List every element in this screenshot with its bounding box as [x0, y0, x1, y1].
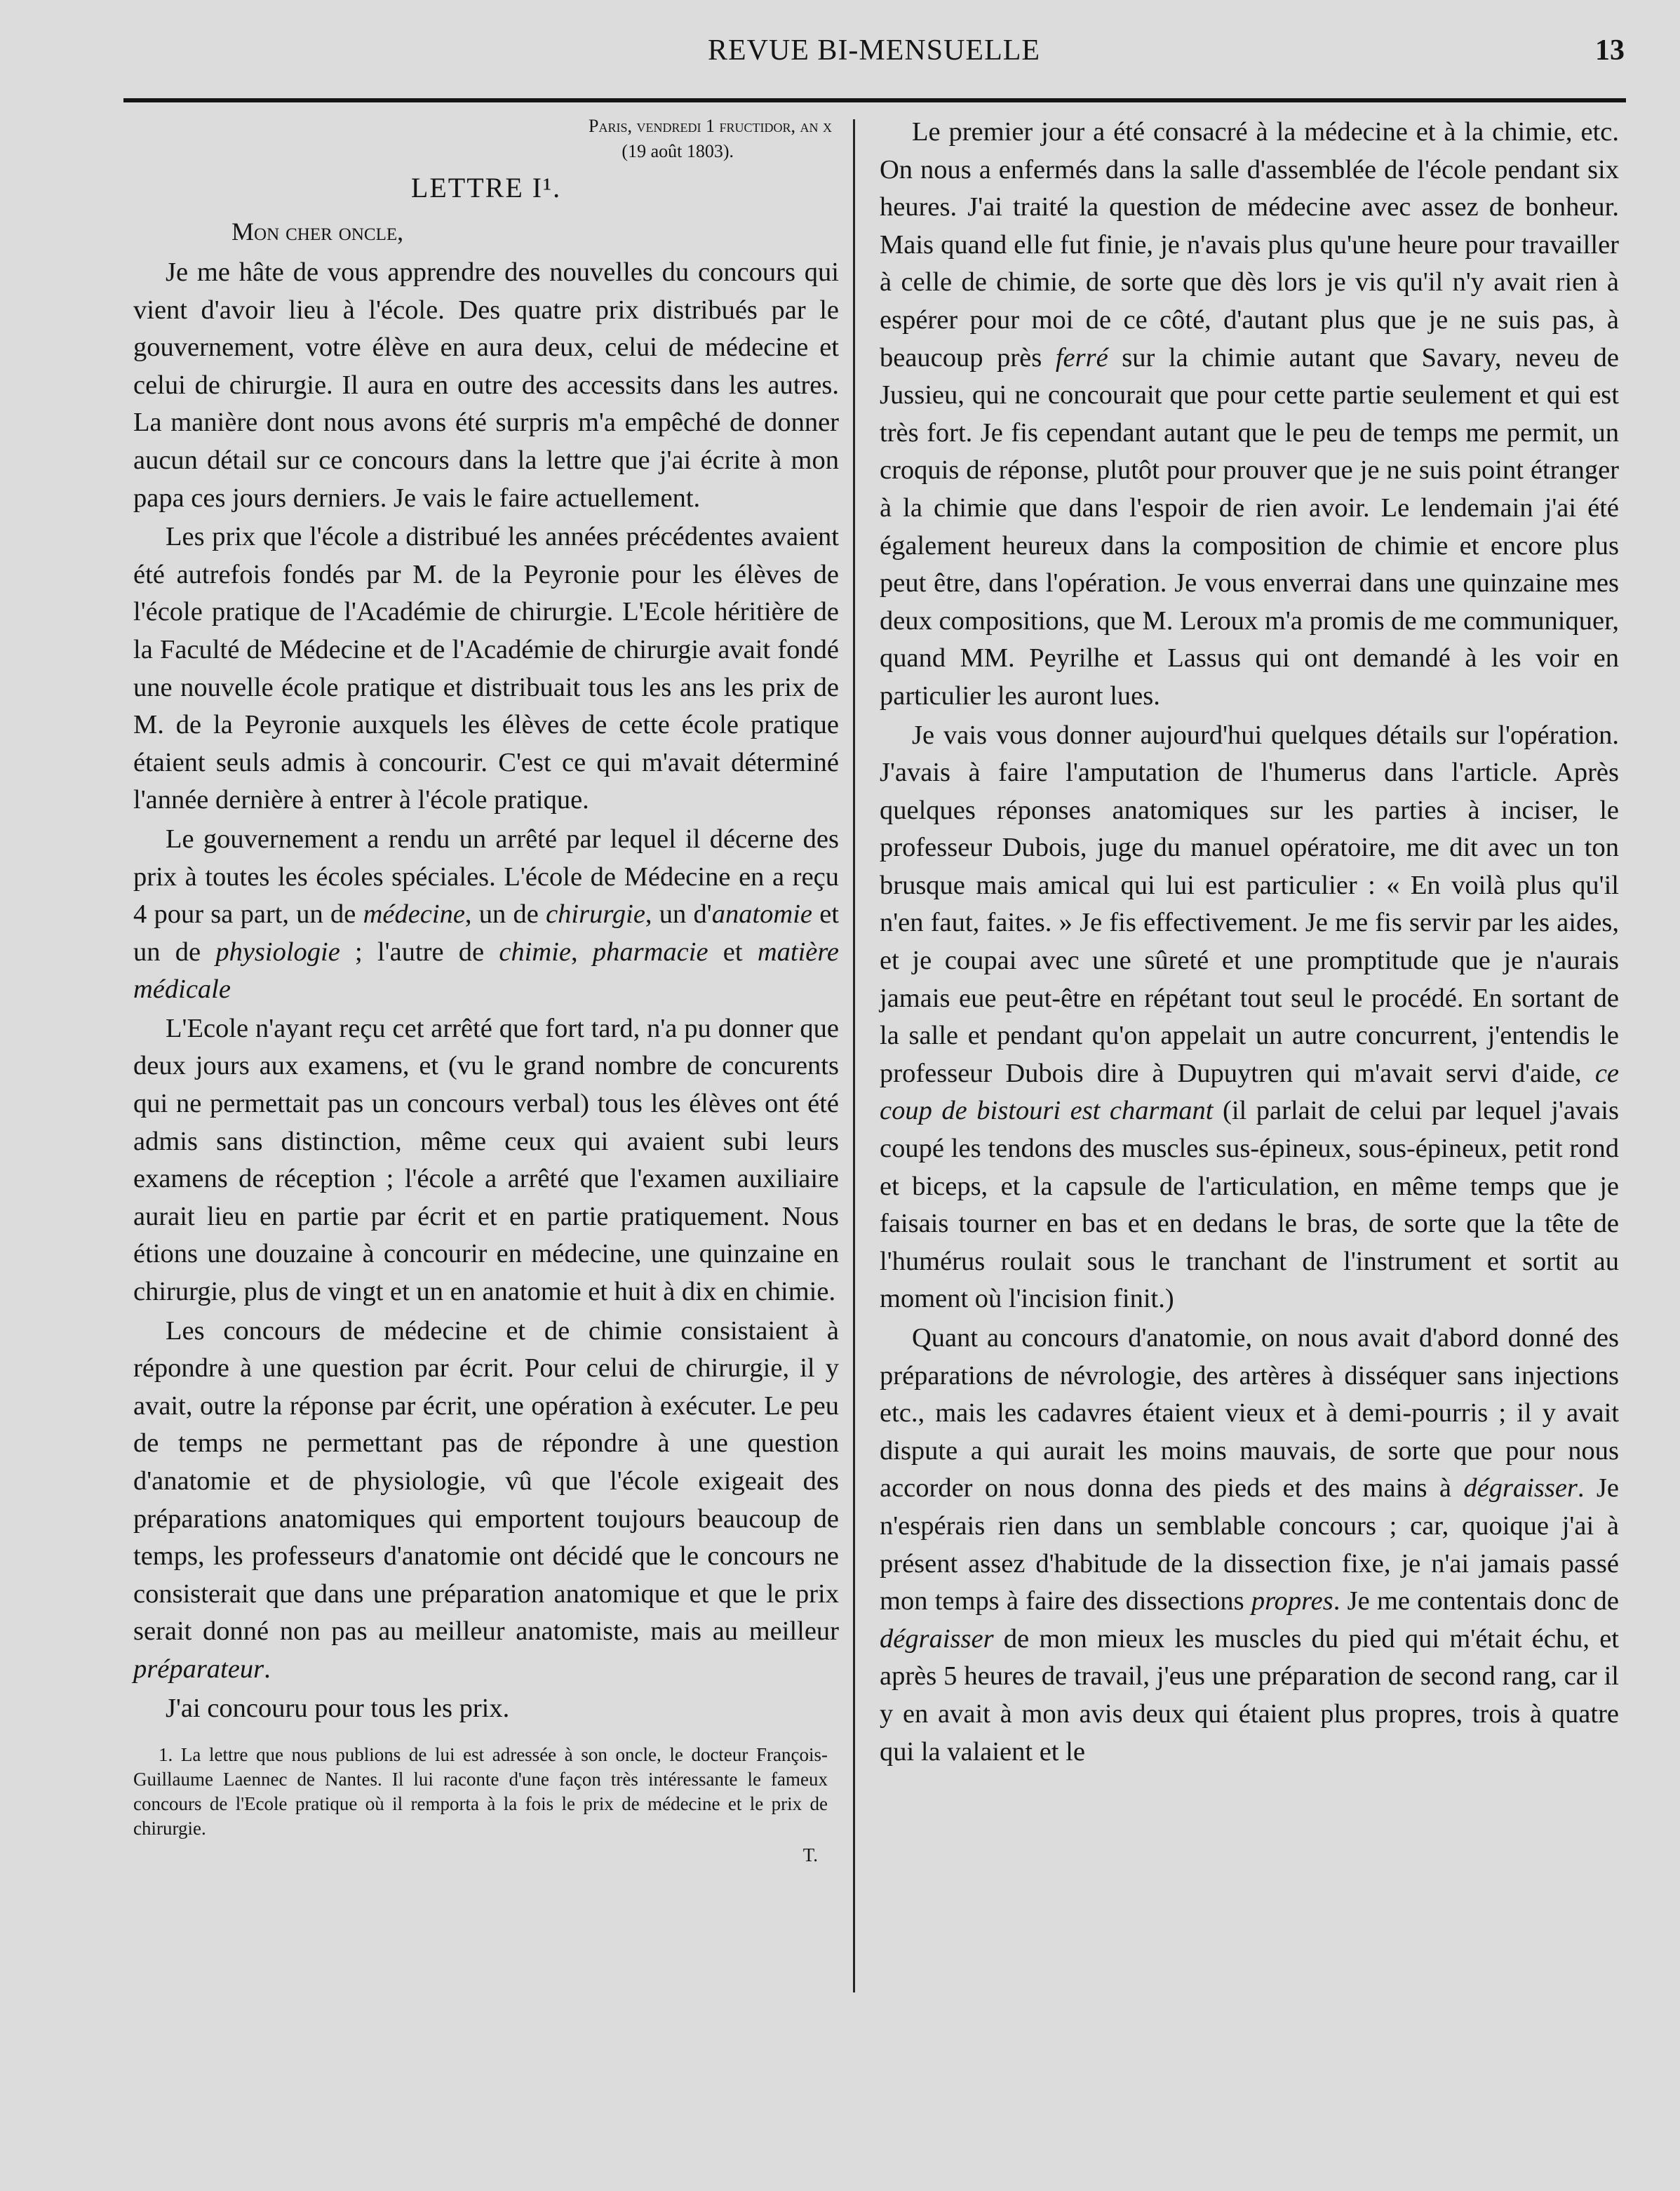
italic-text: anatomie [711, 899, 812, 930]
italic-text: ce coup de bistouri est charmant [880, 1058, 1619, 1126]
paragraph: L'Ecole n'ayant reçu cet arrêté que fort tard, n'a pu donner que deux jours aux examens, et (vu le grand nombre de concurents qui ne permettait pas un concours verbal) tous les élèves ont été admis sans distinction, même ceux qui avaient subi leurs examens de réception ; l'école a arrêté que l'examen auxiliaire aurait lieu en partie par écrit et en partie pratiquement. Nous étions une douzaine à concourir en médecine, une quinzaine en chirurgie, plus de vingt et un en anatomie et huit à dix en chimie. [133, 1013, 839, 1307]
italic-text: ferré [1055, 342, 1108, 373]
italic-text: préparateur [133, 1654, 264, 1684]
text-run: Le gouvernement a rendu un arrêté par lequel il décerne des prix à toutes les écoles spéciales. L'école de Médecine en a reçu 4 pour sa part, un de [133, 824, 839, 930]
text-run: et un de [133, 899, 839, 967]
italic-text: médecine [363, 899, 465, 930]
text-run: (il parlait de celui par lequel j'avais coupé les tendons des muscles sus-épineux, sous-épineux, petit rond et biceps, et la capsule de l'articulation, en même temps que je faisais tourner en bas et en dedans le bras, de sorte que la tête de l'humérus roulait sous le tranchant de l'instrument et sortit au moment où l'incision finit.) [880, 1096, 1619, 1314]
right-column [880, 114, 1619, 1771]
paragraph: J'ai concouru pour tous les prix. [166, 1693, 510, 1723]
italic-text: matière médicale [133, 937, 839, 1005]
page-header [123, 31, 1625, 74]
salutation: Mon cher oncle, [231, 217, 404, 246]
paragraph [133, 1313, 839, 1689]
italic-text: pharmacie [592, 937, 708, 967]
dateline [133, 114, 839, 164]
text-run: , un de [464, 899, 546, 930]
paragraph: Je me hâte de vous apprendre des nouvelles du concours qui vient d'avoir lieu à l'école. Des quatre prix distribués par le gouvernement, votre élève en aura deux, celui de médecine et celui de chirurgie. Il aura en outre des accessits dans les autres. La manière dont nous avons été surpris m'a empêché de donner aucun détail sur ce concours dans la lettre que j'ai écrite à mon papa ces jours derniers. Je vais le faire actuellement. [133, 257, 839, 513]
page-number: 13 [1595, 34, 1625, 67]
text-run: . Je n'espérais rien dans un semblable concours ; car, quoique j'ai à présent assez d'habitude de la dissection fixe, je n'ai jamais passé mon temps à faire des dissections [880, 1473, 1619, 1616]
dateline-gregorian-date: (19 août 1803). [621, 141, 734, 161]
text-run: Je vais vous donner aujourd'hui quelques détails sur l'opération. J'avais à faire l'amputation de l'humerus dans l'article. Après quelques réponses anatomiques sur les parties à inciser, le professeur Dubois, juge du manuel opératoire, me dit avec un ton brusque mais amical qui lui est particulier : « En voilà plus qu'il n'en faut, faites. » Je fis effectivement. Je me fis servir par les aides, et je coupai avec une sûreté et une promptitude que je n'aurais jamais eue peut-être en répétant tout seul le procédé. En sortant de la salle et pendant qu'on appelait un autre concurrent, j'entendis le professeur Dubois dire à Dupuytren qui m'avait servi d'aide, [880, 720, 1619, 1088]
italic-text: chimie [499, 937, 571, 967]
text-run: sur la chimie autant que Savary, neveu de Jussieu, qui ne concourait que pour cette partie seulement et qui est très fort. Je fis cependant autant que le peu de temps me permit, un croquis de réponse, plutôt pour prouver que je ne suis point étranger à la chimie que dans l'espoir de rien avoir. Le lendemain j'ai été également heureux dans la composition de chimie et encore plus peut être, dans l'opération. Je vous enverrai dans une quinzaine mes deux compositions, que M. Leroux m'a promis de me communiquer, quand MM. Peyrilhe et Lassus qui ont demandé à les voir en particulier les auront lues. [880, 342, 1619, 711]
text-run: , [571, 937, 593, 967]
footnote: 1. La lettre que nous publions de lui est adressée à son oncle, le docteur François-Guillaume Laennec de Nantes. Il lui raconte d'une façon très intéressante le fameux concours de l'Ecole pratique où il remporta à la fois le prix de médecine et le prix de chirurgie. [133, 1744, 828, 1840]
text-run: Le premier jour a été consacré à la médecine et à la chimie, etc. On nous a enfermés dans la salle d'assemblée de l'école pendant six heures. J'ai traité la question de médecine avec assez de bonheur. Mais quand elle fut finie, je n'avais plus qu'une heure pour travailler à celle de chimie, de sorte que dès lors je vis qu'il n'y avait rien à espérer pour moi de ce côté, d'autant plus que je ne suis pas, à beaucoup près [880, 117, 1619, 373]
italic-text: physiologie [215, 937, 340, 967]
paragraph [880, 114, 1619, 716]
italic-text: propres [1251, 1586, 1333, 1616]
text-run: . [264, 1654, 271, 1684]
column-divider [853, 119, 855, 1992]
text-run: et [708, 937, 758, 967]
italic-text: dégraisser [1463, 1473, 1578, 1503]
running-title: REVUE BI-MENSUELLE [707, 34, 1041, 67]
text-run: ; l'autre de [340, 937, 499, 967]
dateline-place-date: Paris, vendredi 1 fructidor, an x [589, 116, 832, 136]
header-rule [123, 98, 1626, 102]
text-run: Quant au concours d'anatomie, on nous avait d'abord donné des préparations de névrologie, des artères à disséquer sans injections etc., mais les cadavres étaient vieux et à demi-pourris ; il y avait dispute a qui aurait les moins mauvais, de sorte que pour nous accorder on nous donna des pieds et des mains à [880, 1323, 1619, 1503]
italic-text: dégraisser [880, 1623, 994, 1654]
left-column [133, 114, 839, 1869]
paragraph: Les prix que l'école a distribué les années précédentes avaient été autrefois fondés par M. de la Peyronie pour les élèves de l'école pratique de l'Académie de chirurgie. L'Ecole héritière de la Faculté de Médecine et de l'Académie de chirurgie avait fondé une nouvelle école pratique et distribuait tous les ans les prix de M. de la Peyronie auxquels les élèves de cette école pratique étaient seuls admis à concourir. C'est ce qui m'avait déterminé l'année dernière à entrer à l'école pratique. [133, 522, 839, 815]
text-run: . Je me contentais donc de [1333, 1586, 1619, 1616]
footnote-signature: T. [802, 1844, 818, 1866]
text-run: Les concours de médecine et de chimie consistaient à répondre à une question par écrit. Pour celui de chirurgie, il y avait, outre la réponse par écrit, une opération à exécuter. Le peu de temps ne permettant pas de répondre à une question d'anatomie et de physiologie, vû que l'école exigeait des préparations anatomiques qui emportent toujours beaucoup de temps, les professeurs d'anatomie ont décidé que le concours ne consisterait que dans une préparation anatomique et que le prix serait donné non pas au meilleur anatomiste, mais au meilleur [133, 1315, 839, 1647]
paragraph [133, 821, 839, 1009]
letter-title: LETTRE I¹. [410, 172, 562, 203]
text-run: , un d' [645, 899, 712, 930]
text-run: de mon mieux les muscles du pied qui m'était échu, et après 5 heures de travail, j'eus une préparation de second rang, car il y en avait à mon avis deux qui étaient plus propres, trois à quatre qui la valaient et le [880, 1623, 1619, 1767]
paragraph [880, 717, 1619, 1319]
paragraph [880, 1320, 1619, 1771]
italic-text: chirurgie [546, 899, 645, 930]
